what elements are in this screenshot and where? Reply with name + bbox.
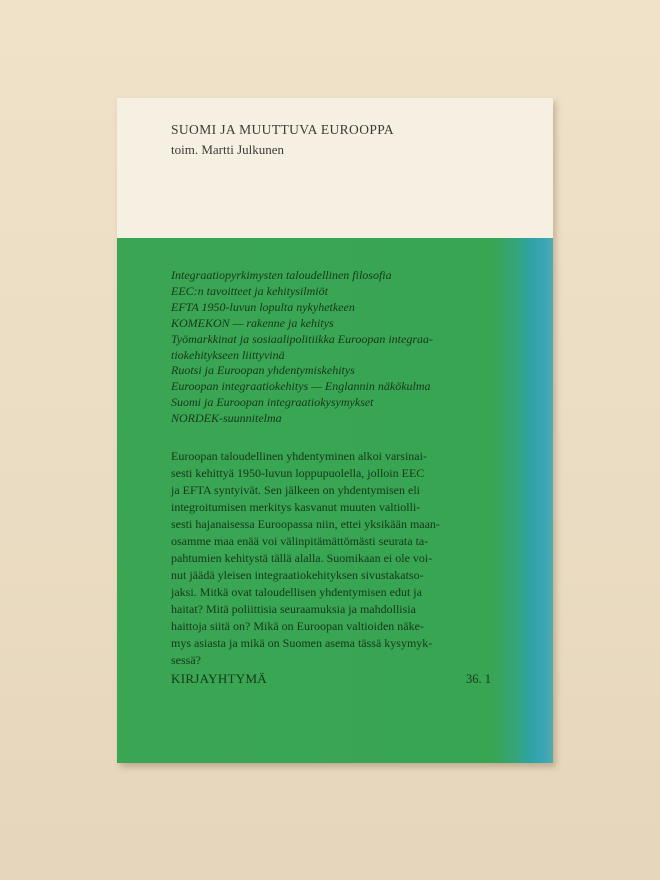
description-line: haitat? Mitä poliittisia seuraamuksia ja mahdollisia bbox=[171, 602, 416, 616]
contents-item: Euroopan integraatiokehitys — Englannin näkökulma bbox=[171, 379, 431, 394]
book-editor: toim. Martti Julkunen bbox=[171, 142, 285, 157]
publisher-name: KIRJAYHTYMÄ bbox=[171, 671, 267, 686]
description-line: pahtumien kehitystä tällä alalla. Suomikaan ei ole voi- bbox=[171, 551, 433, 565]
description-line: nut jäädä yleisen integraatiokehityksen sivustakatso- bbox=[171, 568, 424, 582]
description-line: osamme maa enää voi välinpitämättömästi seurata ta- bbox=[171, 534, 429, 548]
cover-green-panel bbox=[117, 238, 553, 763]
description-line: sessä? bbox=[171, 653, 201, 667]
description-line: integroitumisen merkitys kasvanut muuten valtiolli- bbox=[171, 500, 421, 514]
contents-item: Integraatiopyrkimysten taloudellinen filosofia bbox=[171, 268, 392, 282]
description-line: sesti hajanaisessa Euroopassa niin, ettei yksikään maan- bbox=[171, 517, 440, 531]
description-line: ja EFTA syntyivät. Sen jälkeen on yhdentymisen eli bbox=[171, 483, 420, 497]
description-line: haittoja siitä on? Mikä on Euroopan valtioiden näke- bbox=[171, 619, 424, 633]
description-line: jaksi. Mitkä ovat taloudellisen yhdentymisen edut ja bbox=[171, 585, 422, 599]
contents-item: EFTA 1950-luvun lopulta nykyhetkeen bbox=[171, 299, 355, 314]
contents-item: Suomi ja Euroopan integraatiokysymykset bbox=[171, 395, 374, 410]
contents-item: Työmarkkinat ja sosiaalipolitiikka Euroopan integraa- bbox=[171, 331, 433, 346]
contents-item: Ruotsi ja Euroopan yhdentymiskehitys bbox=[171, 363, 355, 378]
contents-item: KOMEKON — rakenne ja kehitys bbox=[171, 315, 334, 330]
contents-list bbox=[171, 268, 511, 427]
catalog-code: 36. 1 bbox=[466, 672, 491, 686]
contents-item: tiokehitykseen liittyvinä bbox=[171, 347, 285, 362]
contents-item: NORDEK-suunnitelma bbox=[171, 411, 282, 426]
contents-item: EEC:n tavoitteet ja kehitysilmiöt bbox=[171, 283, 328, 298]
book-back-cover bbox=[117, 98, 553, 763]
book-title: SUOMI JA MUUTTUVA EUROOPPA bbox=[171, 122, 395, 137]
description-line: mys asiasta ja mikä on Suomen asema tässä kysymyk- bbox=[171, 636, 433, 650]
cover-header-panel bbox=[117, 98, 553, 238]
description-line: Euroopan taloudellinen yhdentyminen alkoi varsinai- bbox=[171, 449, 427, 463]
description-line: sesti kehittyä 1950-luvun loppupuolella, jolloin EEC bbox=[171, 466, 425, 480]
description-paragraph bbox=[171, 448, 489, 669]
